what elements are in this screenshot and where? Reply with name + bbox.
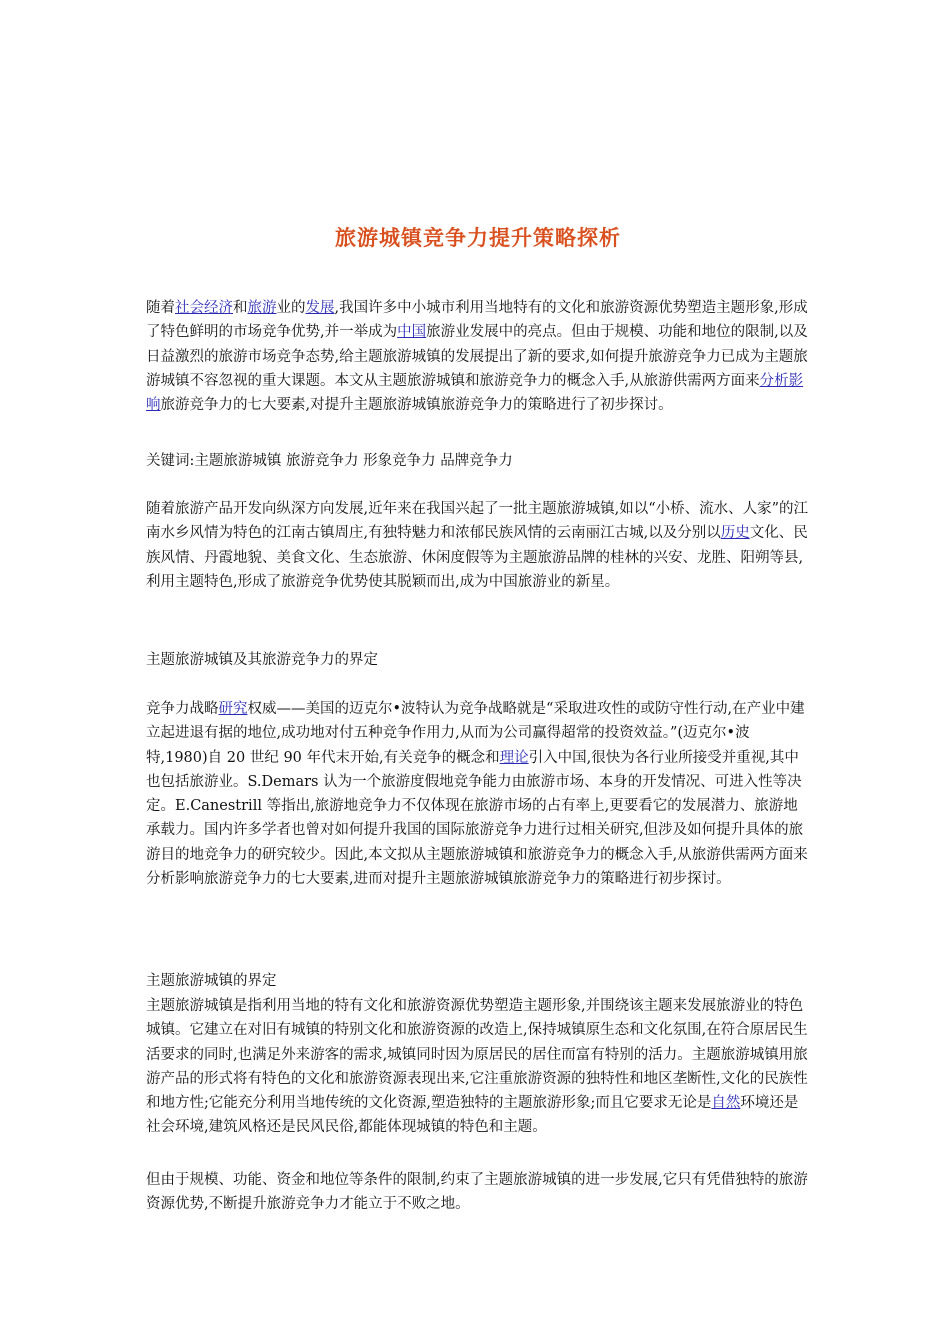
link-nature[interactable]: 自然 bbox=[711, 1095, 741, 1112]
document-title: 旅游城镇竞争力提升策略探析 bbox=[335, 226, 621, 250]
abstract-text-3: 业的 bbox=[276, 300, 306, 316]
definition-paragraph bbox=[146, 994, 810, 1140]
link-research[interactable]: 研究 bbox=[218, 701, 248, 717]
intro-paragraph bbox=[146, 497, 810, 594]
abstract-text-2: 和 bbox=[233, 300, 248, 316]
section-heading-1: 主题旅游城镇及其旅游竞争力的界定 bbox=[146, 652, 378, 668]
link-analysis[interactable]: 分析影响 bbox=[146, 372, 804, 414]
intro-text-1: 随着旅游产品开发向纵深方向发展,近年来在我国兴起了一批主题旅游城镇,如以“小桥、流水、人家”的江南水乡风情为特色的江南古镇周庄,有独特魅力和浓郁民族风情的云南丽江古城,以及分别以 bbox=[146, 501, 809, 542]
intro-text-2: 文化、民族风情、丹霞地貌、美食文化、生态旅游、休闲度假等为主题旅游品牌的桂林的兴安、龙胜、阳朔等县,利用主题特色,形成了旅游竞争优势使其脱颖而出,成为中国旅游业的新星。 bbox=[146, 525, 808, 590]
competition-paragraph bbox=[146, 697, 810, 891]
keywords-line: 关键词:主题旅游城镇 旅游竞争力 形象竞争力 品牌竞争力 bbox=[146, 453, 513, 469]
definition-text-2: 环境还是社会环境,建筑风格还是民风民俗,都能体现城镇的特色和主题。 bbox=[146, 1095, 799, 1136]
link-development[interactable]: 发展 bbox=[305, 300, 335, 316]
section-heading-2: 主题旅游城镇的界定 bbox=[146, 973, 277, 989]
competition-text-2: 权威——美国的迈克尔•波特认为竞争战略就是“采取进攻性的或防守性行动,在产业中建立起进退有据的地位,成功地对付五种竞争作用力,从而为公司赢得超常的投资效益。”(迈克尔•波特,1980)自 20 世纪 90 年代末开始,有关竞争的概念和 bbox=[146, 701, 805, 766]
abstract-text-4: ,我国许多中小城市利用当地特有的文化和旅游资源优势塑造主题形象,形成了特色鲜明的市场竞争优势,并一举成为 bbox=[146, 300, 808, 341]
abstract-text-6: 旅游竞争力的七大要素,对提升主题旅游城镇旅游竞争力的策略进行了初步探讨。 bbox=[160, 397, 673, 414]
abstract-text-1: 随着 bbox=[146, 300, 175, 316]
link-china[interactable]: 中国 bbox=[397, 324, 427, 341]
abstract-text-5: 旅游业发展中的亮点。但由于规模、功能和地位的限制,以及日益激烈的旅游市场竞争态势,给主题旅游城镇的发展提出了新的要求,如何提升旅游竞争力已成为主题旅游城镇不容忽视的重大课题。本文从主题旅游城镇和旅游竞争力的概念入手,从旅游供需两方面来 bbox=[146, 324, 808, 389]
definition-text-1: 主题旅游城镇是指利用当地的特有文化和旅游资源优势塑造主题形象,并围绕该主题来发展旅游业的特色城镇。它建立在对旧有城镇的特别文化和旅游资源的改造上,保持城镇原生态和文化氛围,在符合原居民生活要求的同时,也满足外来游客的需求,城镇同时因为原居民的居住而富有特别的活力。主题旅游城镇用旅游产品的形式将有特色的文化和旅游资源表现出来,它注重旅游资源的独特性和地区垄断性,文化的民族性和地方性;它能充分利用当地传统的文化资源,塑造独特的主题旅游形象;而且它要求无论是 bbox=[146, 998, 808, 1112]
link-tourism[interactable]: 旅游 bbox=[247, 300, 277, 316]
link-theory[interactable]: 理论 bbox=[499, 749, 529, 766]
link-social-economy[interactable]: 社会经济 bbox=[175, 300, 233, 316]
abstract-paragraph bbox=[146, 296, 810, 417]
closing-paragraph: 但由于规模、功能、资金和地位等条件的限制,约束了主题旅游城镇的进一步发展,它只有凭借独特的旅游资源优势,不断提升旅游竞争力才能立于不败之地。 bbox=[146, 1172, 808, 1213]
link-history[interactable]: 历史 bbox=[720, 525, 750, 542]
competition-text-3: 引入中国,很快为各行业所接受并重视,其中也包括旅游业。S.Demars 认为一个旅游度假地竞争能力由旅游市场、本身的开发情况、可进入性等决定。E.Canestrill 等指出,旅游地竞争力不仅体现在旅游市场的占有率上,更要看它的发展潜力、旅游地承载力。国内许多学者也曾对如何提升我国的国际旅游竞争力进行过相关研究,但涉及如何提升具体的旅游目的地竞争力的研究较少。因此,本文拟从主题旅游城镇和旅游竞争力的概念入手,从旅游供需两方面来分析影响旅游竞争力的七大要素,进而对提升主题旅游城镇旅游竞争力的策略进行初步探讨。 bbox=[146, 749, 808, 888]
competition-text-1: 竞争力战略 bbox=[146, 701, 219, 717]
